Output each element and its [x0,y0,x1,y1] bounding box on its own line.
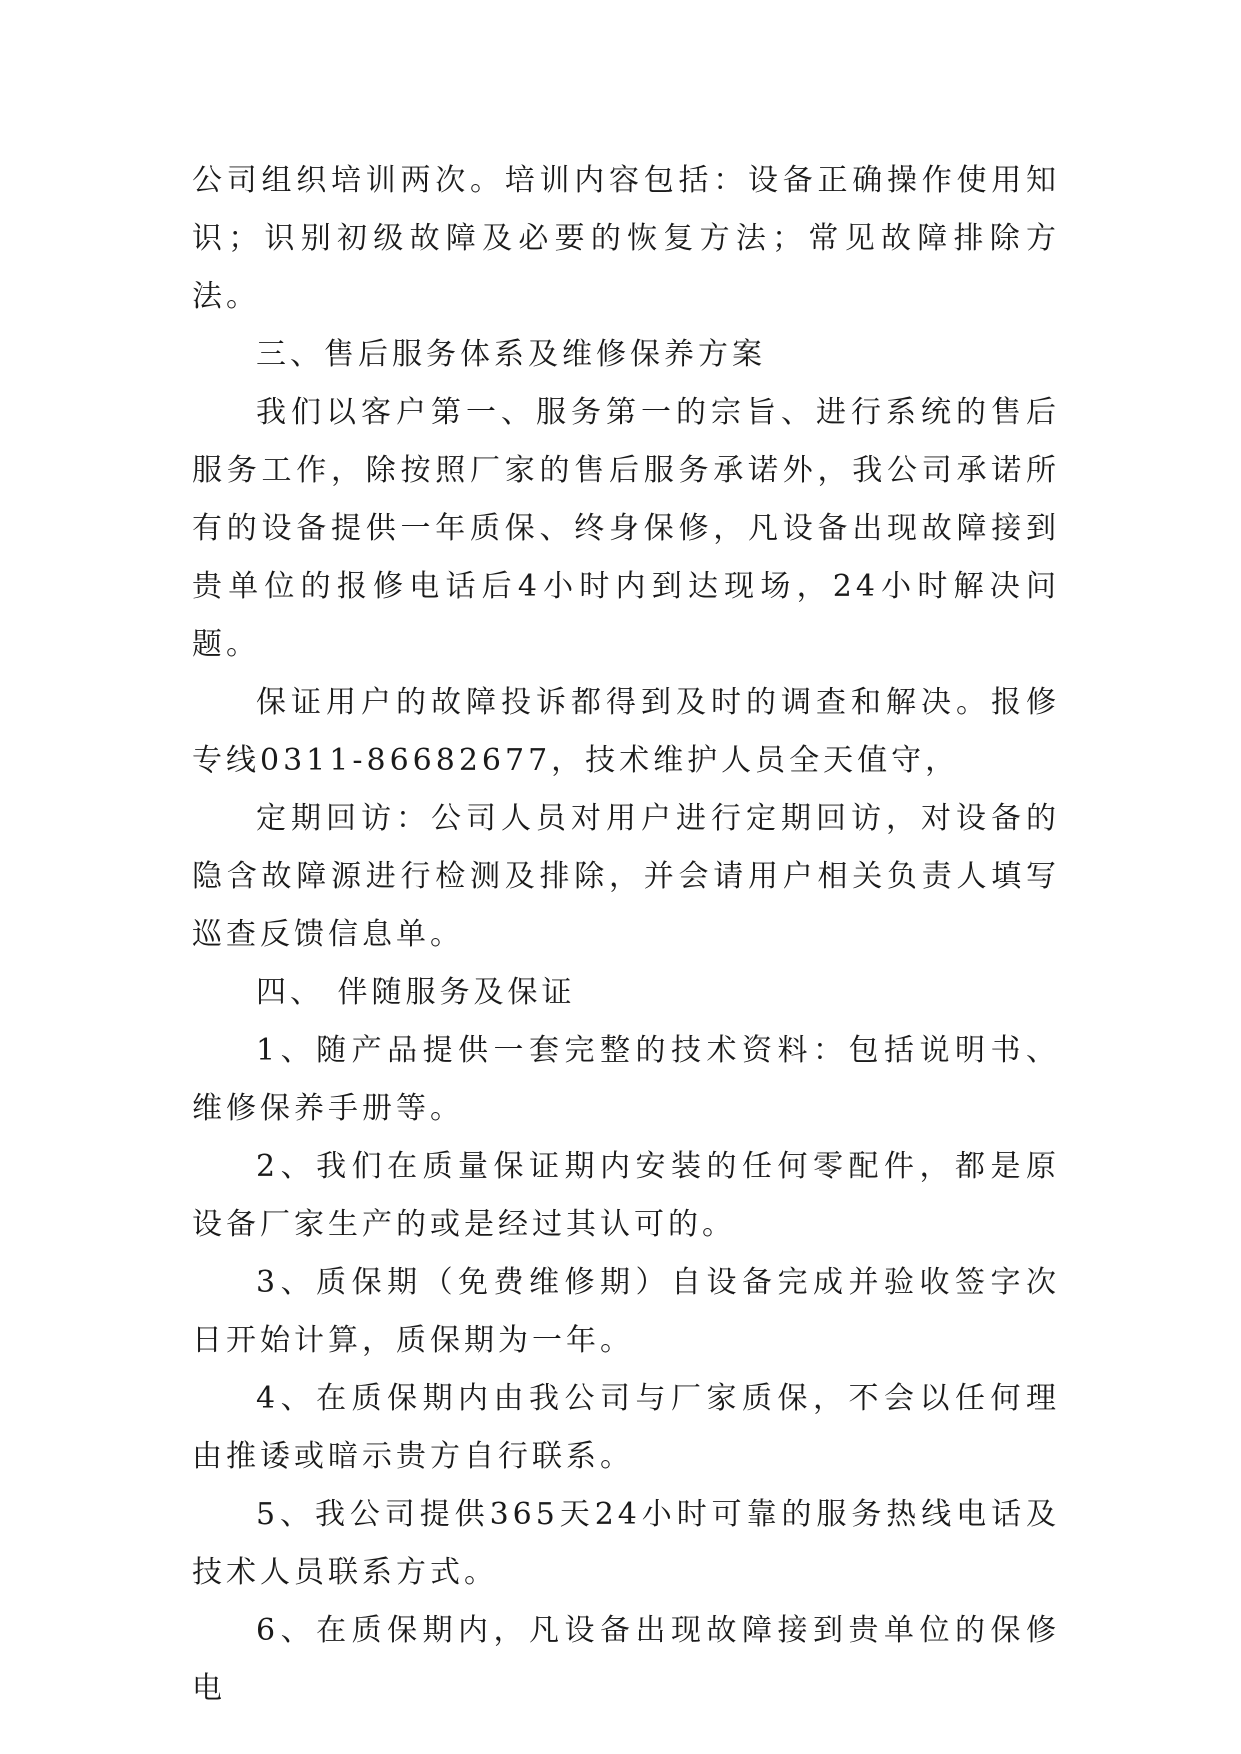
list-item-5: 5、我公司提供365天24小时可靠的服务热线电话及技术人员联系方式。 [192,1497,1060,1590]
paragraph-service-commitment: 我们以客户第一、服务第一的宗旨、进行系统的售后服务工作，除按照厂家的售后服务承诺外，我公司承诺所有的设备提供一年质保、终身保修，凡设备出现故障接到贵单位的报修电话后4小时内到达现场，24小时解决问题。 [192,395,1060,662]
list-item-6: 6、在质保期内，凡设备出现故障接到贵单位的保修电 [192,1613,1060,1706]
list-item-2: 2、我们在质量保证期内安装的任何零配件，都是原设备厂家生产的或是经过其认可的。 [192,1149,1060,1242]
section-heading-accompanying-service: 四、 伴随服务及保证 [256,975,576,1010]
paragraph-training: 公司组织培训两次。培训内容包括：设备正确操作使用知识；识别初级故障及必要的恢复方法；常见故障排除方法。 [192,163,1060,314]
paragraph-hotline: 保证用户的故障投诉都得到及时的调查和解决。报修专线0311-86682677，技术维护人员全天值守， [192,685,1060,778]
list-item-3: 3、质保期（免费维修期）自设备完成并验收签字次日开始计算，质保期为一年。 [192,1265,1060,1358]
list-item-4: 4、在质保期内由我公司与厂家质保，不会以任何理由推诿或暗示贵方自行联系。 [192,1381,1060,1474]
list-item-1: 1、随产品提供一套完整的技术资料：包括说明书、维修保养手册等。 [192,1033,1060,1126]
paragraph-regular-visit: 定期回访：公司人员对用户进行定期回访，对设备的隐含故障源进行检测及排除，并会请用户相关负责人填写巡查反馈信息单。 [192,801,1060,952]
section-heading-after-sales: 三、售后服务体系及维修保养方案 [256,337,766,372]
document-body [192,152,1060,1718]
